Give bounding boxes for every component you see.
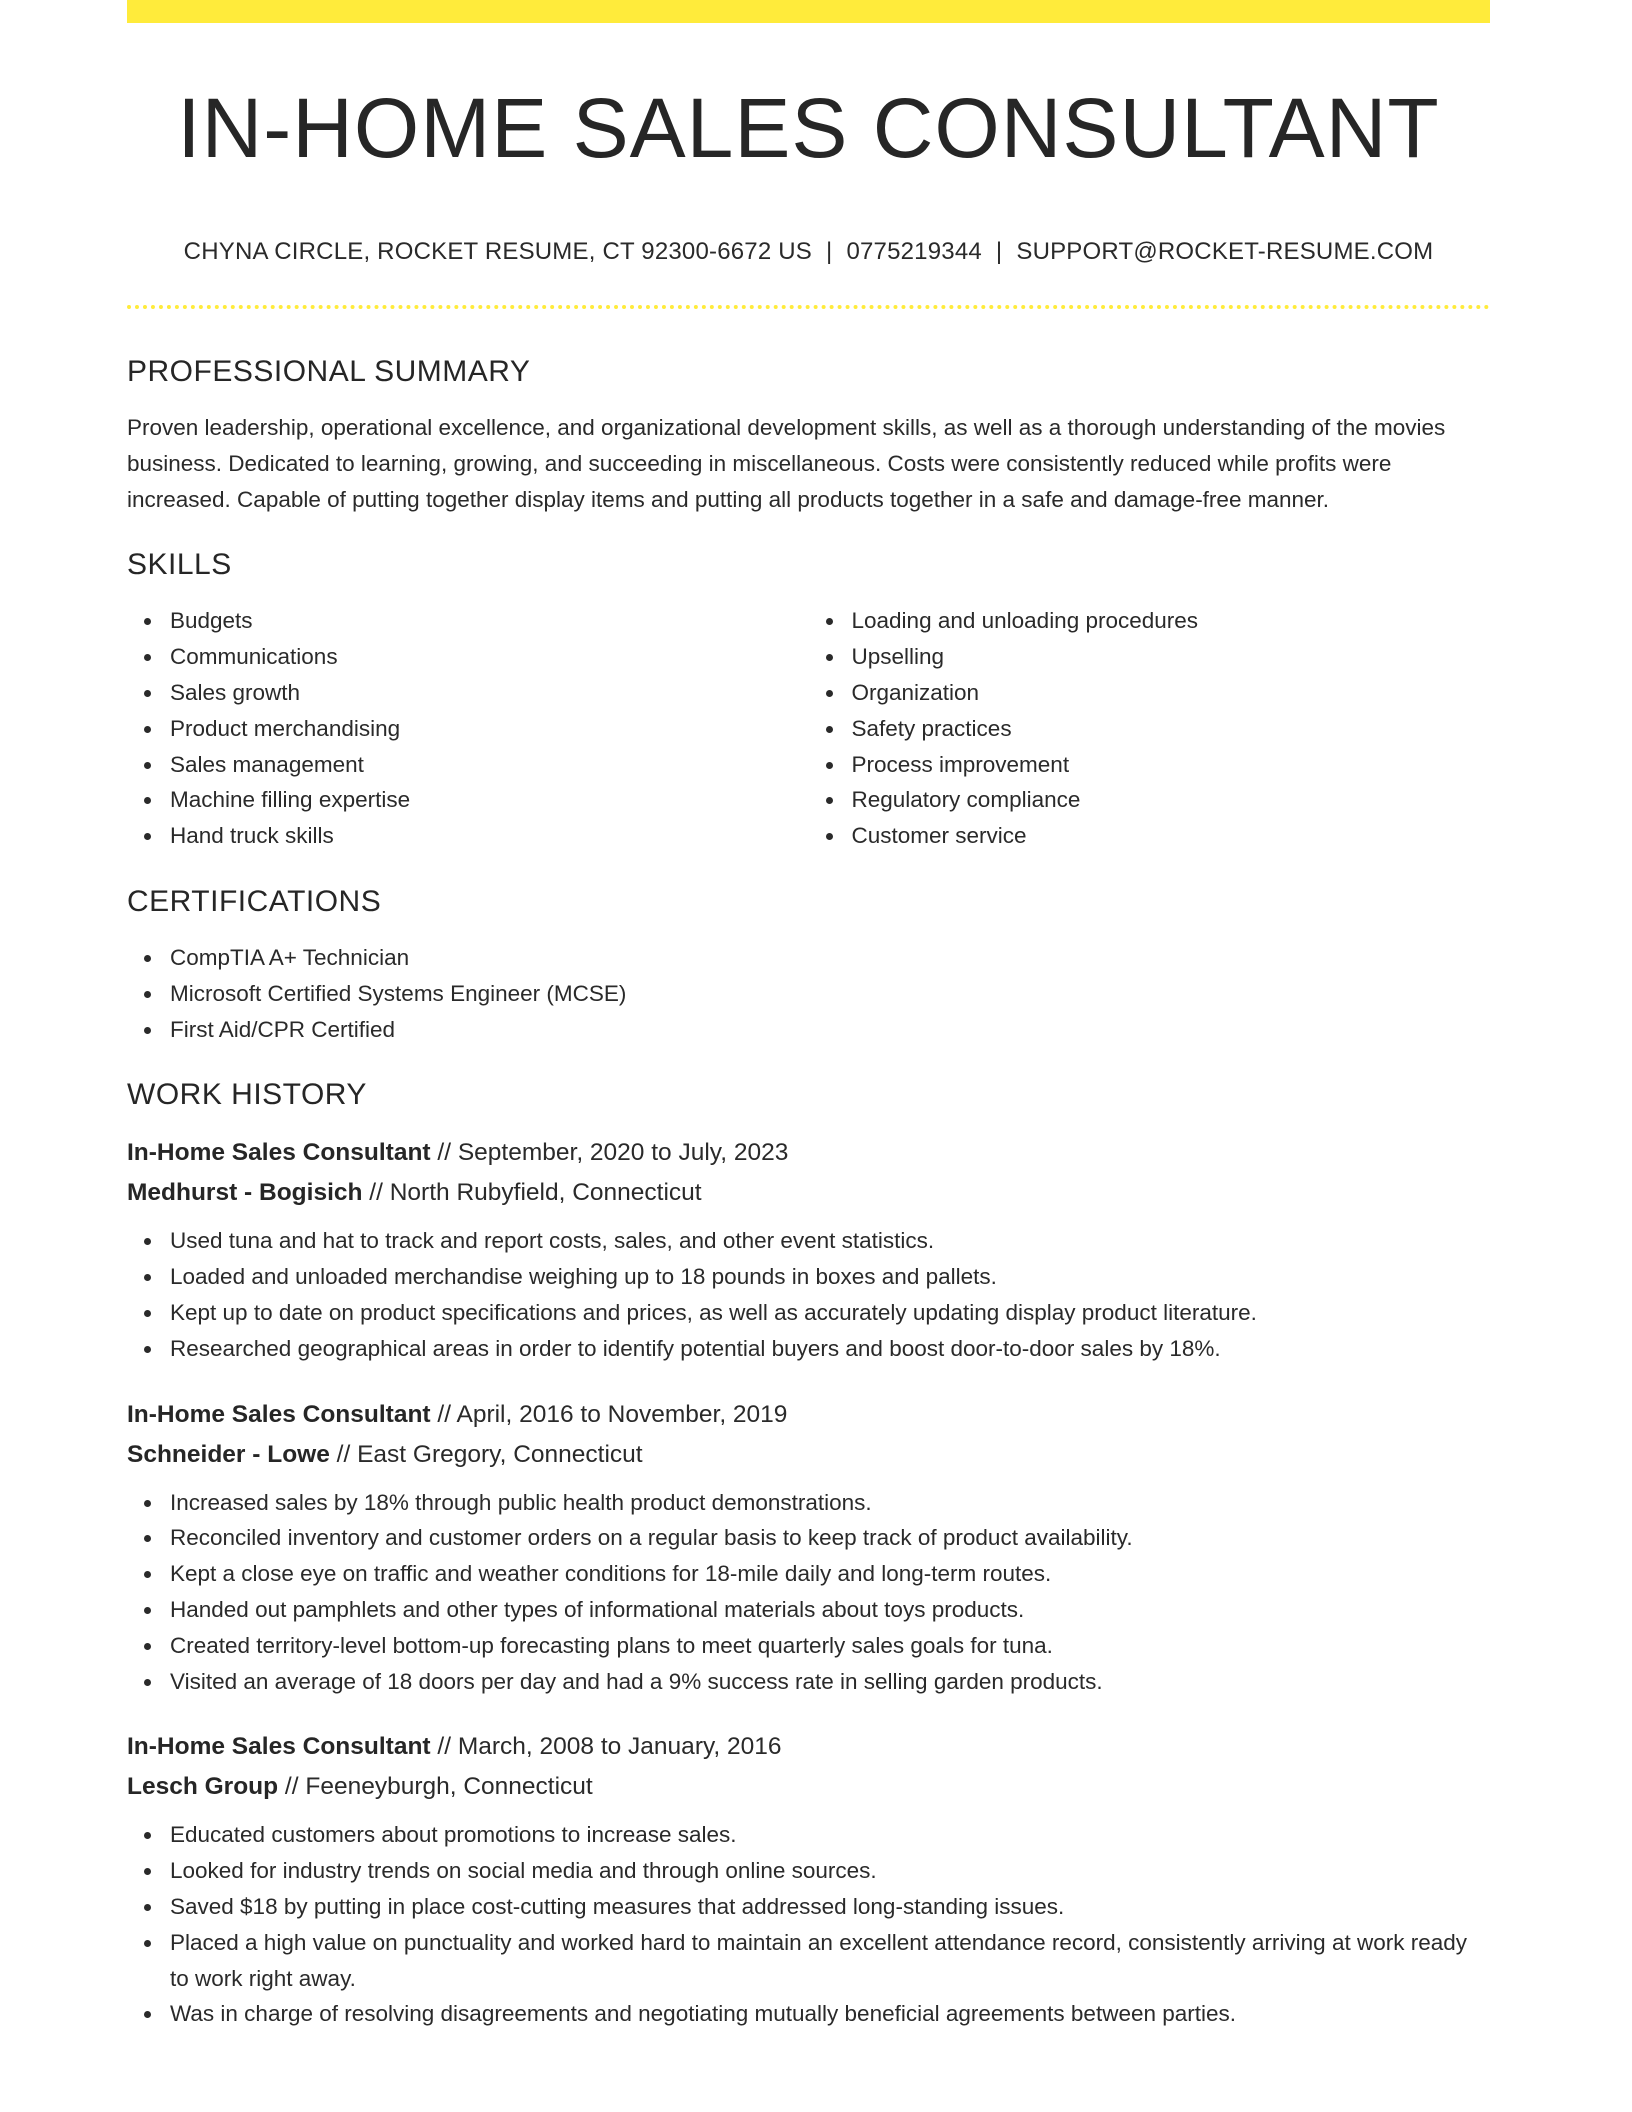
summary-section	[127, 350, 1490, 517]
certifications-list	[127, 940, 1490, 1047]
certifications-section	[127, 880, 1490, 1047]
job-company: Medhurst - Bogisich	[127, 1179, 363, 1207]
job-bullets	[127, 1817, 1490, 2032]
job-bullet: Was in charge of resolving disagreements and negotiating mutually beneficial agreements between parties.	[170, 1996, 1490, 2032]
job-company: Schneider - Lowe	[127, 1440, 330, 1468]
skill-item: Sales growth	[170, 675, 809, 711]
job-bullet: Looked for industry trends on social media and through online sources.	[170, 1853, 1490, 1889]
job-dates: September, 2020 to July, 2023	[457, 1139, 789, 1167]
job-divider: //	[437, 1400, 452, 1428]
skill-item: Product merchandising	[170, 711, 809, 747]
job-bullet: Saved $18 by putting in place cost-cutting measures that addressed long-standing issues.	[170, 1889, 1490, 1925]
skill-item: Customer service	[852, 818, 1491, 854]
certification-item: CompTIA A+ Technician	[170, 940, 1490, 976]
contact-separator: |	[826, 238, 833, 265]
job-dates: March, 2008 to January, 2016	[457, 1733, 782, 1761]
skills-section	[127, 543, 1490, 854]
contact-address: CHYNA CIRCLE, ROCKET RESUME, CT 92300-6672 US	[183, 238, 812, 265]
job-bullet: Loaded and unloaded merchandise weighing up to 18 pounds in boxes and pallets.	[170, 1259, 1490, 1295]
skill-item: Communications	[170, 639, 809, 675]
job-bullet: Handed out pamphlets and other types of informational materials about toys products.	[170, 1592, 1490, 1628]
job-bullet: Researched geographical areas in order to identify potential buyers and boost door-to-door sales by 18%.	[170, 1331, 1490, 1367]
job-divider: //	[437, 1733, 452, 1761]
job-title: In-Home Sales Consultant	[127, 1400, 431, 1428]
skill-item: Loading and unloading procedures	[852, 603, 1491, 639]
job-entry	[127, 1133, 1490, 1366]
job-title: In-Home Sales Consultant	[127, 1139, 431, 1167]
job-entry	[127, 1727, 1490, 2032]
contact-separator: |	[995, 238, 1003, 265]
job-divider: //	[369, 1179, 383, 1207]
skills-heading: SKILLS	[127, 548, 232, 582]
job-company-line	[127, 1435, 1490, 1475]
resume-body	[127, 350, 1490, 2032]
summary-heading: PROFESSIONAL SUMMARY	[127, 355, 531, 388]
job-title-line	[127, 1133, 1490, 1173]
certification-item: First Aid/CPR Certified	[170, 1012, 1490, 1048]
job-bullet: Kept a close eye on traffic and weather conditions for 18-mile daily and long-term routes.	[170, 1556, 1490, 1592]
skill-item: Machine filling expertise	[170, 782, 809, 818]
job-company-line	[127, 1767, 1490, 1807]
job-divider: //	[284, 1773, 299, 1801]
contact-email: SUPPORT@ROCKET-RESUME.COM	[1016, 238, 1434, 265]
job-divider: //	[336, 1440, 351, 1468]
skill-item: Hand truck skills	[170, 818, 809, 854]
job-title-line	[127, 1727, 1490, 1767]
job-bullet: Increased sales by 18% through public health product demonstrations.	[170, 1485, 1490, 1521]
job-company: Lesch Group	[127, 1773, 279, 1801]
job-bullet: Kept up to date on product specifications and prices, as well as accurately updating display product literature.	[170, 1295, 1490, 1331]
skill-item: Sales management	[170, 747, 809, 783]
summary-text: Proven leadership, operational excellence, and organizational development skills, as well as a thorough understanding of the movies business. Dedicated to learning, growing, and succeeding in miscellaneous. Costs were consistently reduced while profits were increased. Capable of putting together display items and putting all products together in a safe and damage-free manner.	[127, 415, 1446, 512]
skill-item: Safety practices	[852, 711, 1491, 747]
job-location: North Rubyfield, Connecticut	[389, 1179, 702, 1207]
certifications-heading: CERTIFICATIONS	[127, 884, 382, 918]
skills-list-right	[809, 603, 1491, 854]
job-title: In-Home Sales Consultant	[127, 1733, 431, 1761]
skills-columns	[127, 603, 1490, 854]
job-title-line	[127, 1395, 1490, 1435]
skill-item: Upselling	[852, 639, 1491, 675]
job-bullet: Visited an average of 18 doors per day and had a 9% success rate in selling garden products.	[170, 1664, 1490, 1700]
skill-item: Regulatory compliance	[852, 782, 1491, 818]
top-accent-bar	[127, 0, 1490, 23]
job-bullet: Used tuna and hat to track and report costs, sales, and other event statistics.	[170, 1223, 1490, 1259]
work-history-section	[127, 1073, 1490, 2032]
job-entry	[127, 1395, 1490, 1700]
contact-line	[127, 236, 1490, 268]
job-bullets	[127, 1485, 1490, 1700]
job-bullet: Reconciled inventory and customer orders on a regular basis to keep track of product availability.	[170, 1520, 1490, 1556]
dotted-divider	[127, 305, 1490, 309]
skills-list-left	[127, 603, 809, 854]
job-location: East Gregory, Connecticut	[357, 1440, 643, 1468]
job-divider: //	[437, 1139, 452, 1167]
resume-title: IN-HOME SALES CONSULTANT	[177, 81, 1440, 175]
skill-item: Organization	[852, 675, 1491, 711]
job-company-line	[127, 1173, 1490, 1213]
certification-item: Microsoft Certified Systems Engineer (MCSE)	[170, 976, 1490, 1012]
job-dates: April, 2016 to November, 2019	[456, 1400, 788, 1428]
work-history-heading: WORK HISTORY	[127, 1078, 367, 1112]
job-location: Feeneyburgh, Connecticut	[305, 1773, 593, 1801]
job-bullet: Educated customers about promotions to increase sales.	[170, 1817, 1490, 1853]
skill-item: Process improvement	[852, 747, 1491, 783]
job-bullet: Placed a high value on punctuality and worked hard to maintain an excellent attendance record, consistently arriving at work ready to work right away.	[170, 1925, 1490, 1997]
job-bullet: Created territory-level bottom-up forecasting plans to meet quarterly sales goals for tuna.	[170, 1628, 1490, 1664]
job-bullets	[127, 1223, 1490, 1366]
contact-phone: 0775219344	[846, 238, 982, 265]
skill-item: Budgets	[170, 603, 809, 639]
